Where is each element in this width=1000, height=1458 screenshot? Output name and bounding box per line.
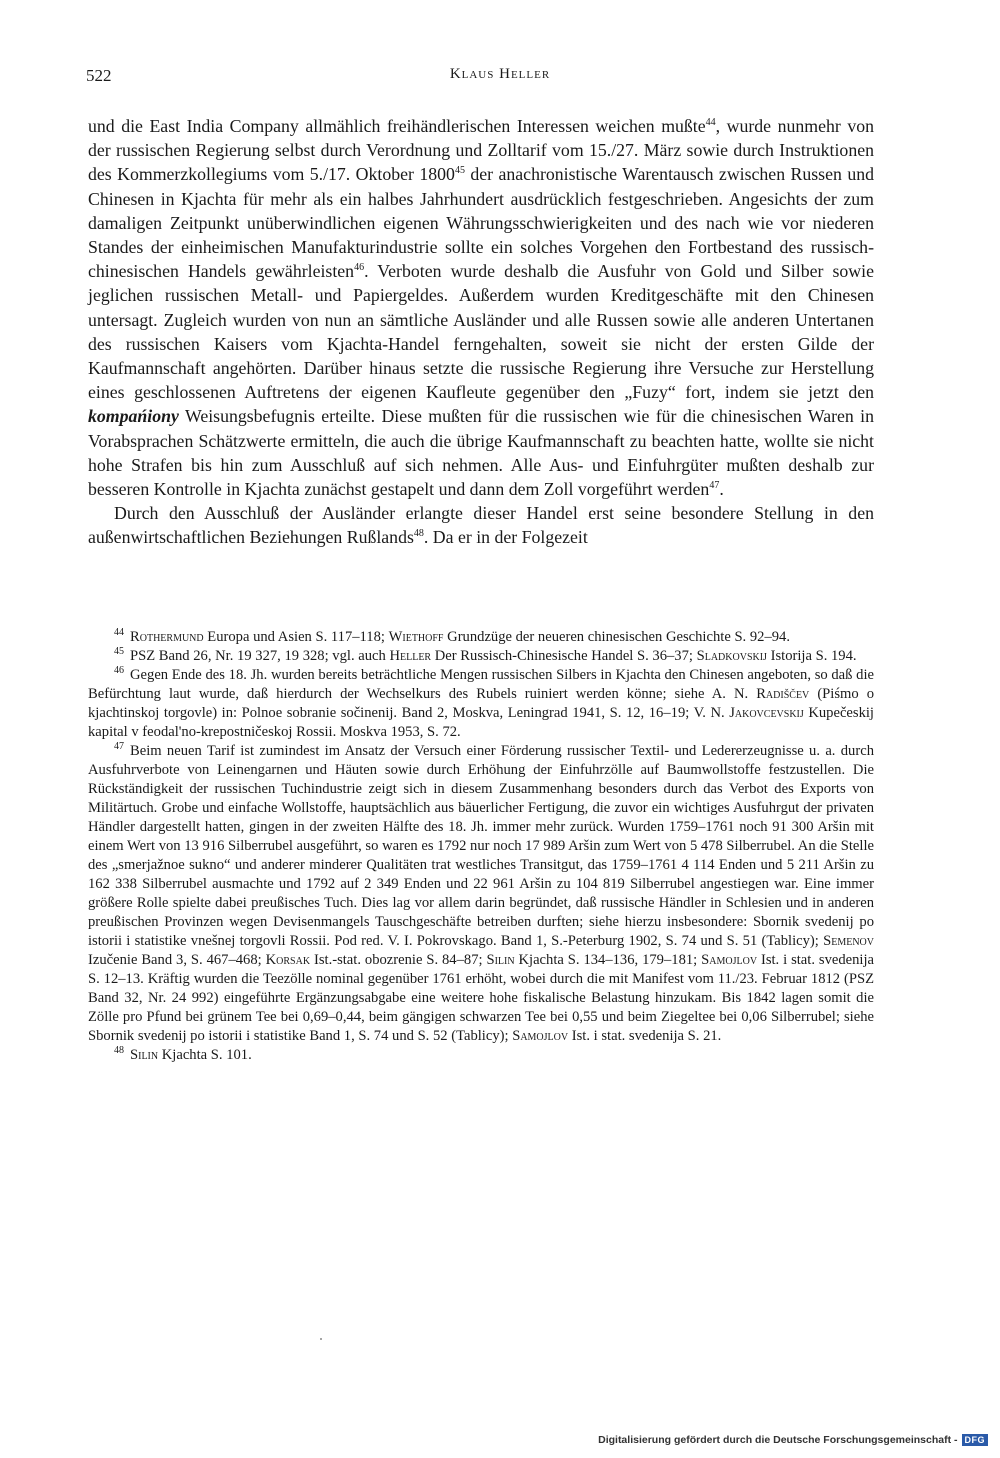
paragraph-2 xyxy=(88,501,874,549)
footnote-ref[interactable]: 44 xyxy=(705,117,716,129)
author-name: Samojlov xyxy=(512,1028,569,1044)
scan-dot-mark xyxy=(320,1338,322,1340)
footnote-text: Ist. i stat. svedenija S. 12–13. Kräftig wurden die Teezölle nominal gegenüber 1761 erhöht, wobei durch die mit Manifest vom 11./23. Februar 1812 (PSZ Band 32, Nr. 24 992) eingeführte Ergänzungsabgabe eine weitere hohe fiskalische Belastung hinzukam. Bis 1842 lagen somit die Zölle pro Pfund bei grünem Tee bei 0,69–0,44, beim gängigen schwarzen Tee bei 0,55 und beim Ziegeltee bei 0,06 Silberrubel; siehe Sbornik svedenij po istorii i statistike Band 1, S. 74 und S. 52 (Tablicy); xyxy=(88,952,875,1044)
footnote-text: Europa und Asien S. 117–118; xyxy=(203,629,389,645)
footnote-text: (Piśmo o kjachtinskoj torgovle) in: Polnoe sobranie sočinenij. Band 2, Moskva, Leningrad 1941, S. 12, 16–19; V. N. xyxy=(88,686,875,721)
body-text xyxy=(88,114,874,550)
footnote-text: Beim neuen Tarif ist zumindest im Ansatz der Versuch einer Förderung russischer Textil- und Ledererzeugnisse u. a. durch Ausfuhrverbote von Leinengarnen und Häuten sowie durch Erhöhung der Einfuhrzölle auf Baumwollstoffe festzustellen. Die Rückständigkeit der russischen Tuchindustrie zeigt sich in diesem Zusammenhang besonders durch das Verbot des Exports von Militärtuch. Grobe und einfache Wollstoffe, hauptsächlich aus bäuerlicher Fertigung, die zuvor ein wichtiges Ausfuhrgut der privaten Händler dargestellt hatten, gingen in der zweiten Hälfte des 18. Jh. immer mehr zurück. Wurden 1759–1761 noch 91 300 Aršin mit einem Wert von 13 916 Silberrubel ausgeführt, so waren es 1792 nur noch 17 989 Aršin zum Wert von 5 478 Silberrubel. An die Stelle des „smerjažnoe sukno“ und anderer minderer Qualitäten trat westliches Transitgut, das 1759–1761 4 114 Enden und 5 211 Aršin zu 162 338 Silberrubel ausmachte und 1792 auf 2 349 Enden und 22 961 Aršin zu 104 819 Silberrubel angestiegen war. Eine immer größere Rolle spielte dabei preußisches Tuch. Dies lag vor allem darin begründet, daß russische Händler in Schlesien und in anderen preußischen Provinzen wegen Devisenmangels Tauschgeschäfte betreiben durften; siehe hierzu insbesondere: Sbornik svedenij po istorii i statistike vnešnej torgovli Rossii. Pod red. V. I. Pokrovskago. Band 1, S.-Peterburg 1902, S. 74 und S. 51 (Tablicy); xyxy=(88,743,874,949)
paragraph-text: Weisungsbefugnis erteilte. Diese mußten für die russischen wie für die chinesischen Waren in Vorabsprachen Schätzwerte ermitteln, die auch die übrige Kaufmannschaft zu beachten hatte, wollte sie nicht hohe Strafen bis hin zum Ausschluß auf sich nehmen. Alle Aus- und Einfuhrgüter mußten deshalb zur besseren Kontrolle in Kjachta zunächst gestapelt und dann dem Zoll vorgeführt werden xyxy=(88,406,874,500)
footnote-text: Izučenie Band 3, S. 467–468; xyxy=(88,952,266,968)
author-name: Radiščev xyxy=(756,686,810,702)
footnote-text: Der Russisch-Chinesische Handel S. 36–37; xyxy=(431,648,697,664)
paragraph-text: . Verboten wurde deshalb die Ausfuhr von Gold und Silber sowie jeglichen russischen Metall- und Papiergeldes. Außerdem wurden Kreditgeschäfte mit den Chinesen untersagt. Zugleich wurden von nun an sämtliche Ausländer und alle Russen sowie alle anderen Untertanen des russischen Kaisers vom Kjachta-Handel ferngehalten, soweit sie nicht der ersten Gilde der Kaufmannschaft angehörten. Darüber hinaus setzte die russische Regierung ihre Versuche zur Herstellung eines geschlossenen Auftretens der eigenen Kaufleute gegenüber den „Fuzy“ fort, indem sie jetzt den xyxy=(88,261,874,403)
footnote-text: Grundzüge der neueren chinesischen Geschichte S. 92–94. xyxy=(443,629,790,645)
paragraph-text: . Da er in der Folgezeit xyxy=(423,527,588,548)
paragraph-text: und die East India Company allmählich freihändlerischen Interessen weichen mußte xyxy=(88,116,706,136)
banner-text: Digitalisierung gefördert durch die Deutsche Forschungsgemeinschaft - xyxy=(598,1434,958,1446)
footnote-ref[interactable]: 47 xyxy=(709,480,720,492)
footnote-ref[interactable]: 46 xyxy=(354,262,365,274)
paragraph-text: Durch den Ausschluß der Ausländer erlangte dieser Handel erst seine besondere Stellung in den außenwirtschaftlichen Beziehungen Rußlands xyxy=(88,503,874,548)
page-number: 522 xyxy=(86,66,112,85)
author-name: Rothermund xyxy=(130,629,204,645)
running-head: Klaus Heller xyxy=(449,66,551,82)
footnote-text: Kjachta S. 101. xyxy=(158,1047,252,1063)
footnote-text: PSZ Band 26, Nr. 19 327, 19 328; vgl. auch xyxy=(130,648,390,664)
paragraph-text: , wurde nunmehr von der russischen Regierung selbst durch Verordnung und Zolltarif vom 15./27. März sowie durch Instruktionen des Kommerzkollegiums vom 5./17. Oktober 1800 xyxy=(88,116,874,185)
author-name: Samojlov xyxy=(701,952,758,968)
paragraph-text: der anachronistische Warentausch zwischen Russen und Chinesen in Kjachta für mehr als ein halbes Jahrhundert ausdrücklich festgeschrieben. Angesichts der zum damaligen Zeitpunkt unüberwindlichen eigenen Währungsschwierigkeiten und des nach wie vor niederen Standes der einheimischen Manufakturindustrie sollte ein solches Vorgehen den Fortbestand des russisch-chinesischen Handels gewährleisten xyxy=(88,164,874,282)
footnote-ref[interactable]: 45 xyxy=(454,165,465,177)
footnote-44 xyxy=(88,628,874,647)
author-name: Silin xyxy=(486,952,515,968)
footnote-text: Istorija S. 194. xyxy=(766,648,857,664)
author-name: Semenov xyxy=(823,933,874,949)
footnote-number: 46 xyxy=(114,665,124,677)
footnote-number: 47 xyxy=(114,741,124,753)
footnote-text: Kjachta S. 134–136, 179–181; xyxy=(514,952,702,968)
footnote-text: Kupečeskij kapital v feodal'no-krepostničeskoj Rossii. Moskva 1953, S. 72. xyxy=(88,705,874,740)
author-name: Wiethoff xyxy=(388,629,444,645)
paragraph-1 xyxy=(88,114,874,501)
footnotes xyxy=(88,628,874,1065)
footnote-45 xyxy=(88,647,874,666)
footnote-text: Ist. i stat. svedenija S. 21. xyxy=(568,1028,722,1044)
paragraph-text: . xyxy=(719,479,724,500)
dfg-logo-icon[interactable]: DFG xyxy=(962,1434,989,1446)
digitization-banner[interactable] xyxy=(598,1434,988,1446)
author-name: Silin xyxy=(130,1047,159,1063)
footnote-ref[interactable]: 48 xyxy=(413,528,424,540)
footnote-number: 48 xyxy=(114,1045,124,1057)
footnote-46 xyxy=(88,666,874,742)
emphasis-term: kompańiony xyxy=(88,406,179,427)
author-name: Korsak xyxy=(265,952,311,968)
footnote-48 xyxy=(88,1046,874,1065)
footnote-number: 44 xyxy=(114,627,124,639)
footnote-47 xyxy=(88,742,874,1046)
footnote-text: Ist.-stat. obozrenie S. 84–87; xyxy=(310,952,487,968)
author-name: Sladkovskij xyxy=(696,648,767,664)
author-name: Jakovcevskij xyxy=(729,705,804,721)
author-name: Heller xyxy=(389,648,432,664)
footnote-number: 45 xyxy=(114,646,124,658)
footnote-text: Gegen Ende des 18. Jh. wurden bereits beträchtliche Mengen russischen Silbers in Kjachta den Chinesen angeboten, so daß die Befürchtung laut wurde, daß hierdurch der Wechselkurs des Rubels ruiniert werden könne; siehe A. N. xyxy=(88,667,874,702)
